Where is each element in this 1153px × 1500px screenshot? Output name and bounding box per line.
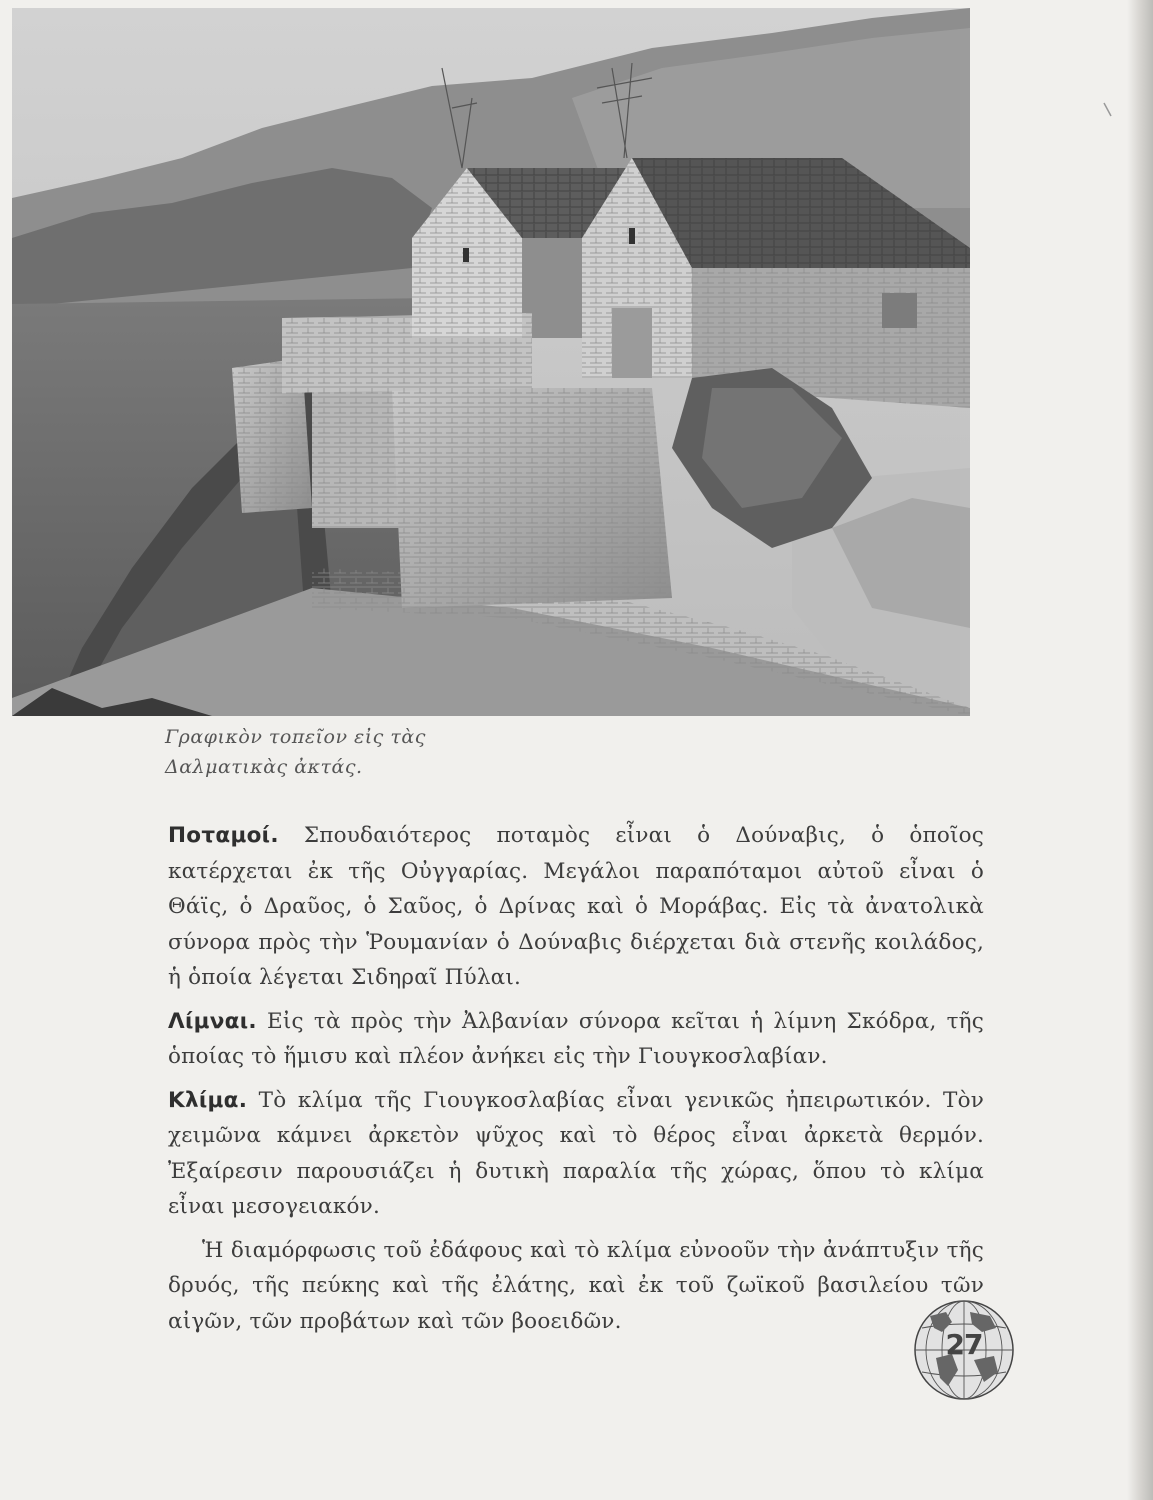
heading-lakes: Λίμναι.: [168, 1008, 257, 1034]
heading-rivers: Ποταμοί.: [168, 823, 279, 848]
paragraph-climate: [168, 1083, 984, 1225]
caption-line-1: Γραφικὸν τοπεῖον εἰς τὰς: [165, 726, 426, 748]
page-edge-shadow: [1127, 0, 1153, 1500]
paragraph-lakes-text: Εἰς τὰ πρὸς τὴν Ἀλβανίαν σύνορα κεῖται ἡ λίμνη Σκόδρα, τῆς ὁποίας τὸ ἥμισυ καὶ πλέον ἀνήκει εἰς τὴν Γιουγκοσλαβίαν.: [168, 1008, 984, 1069]
stray-mark: [1103, 102, 1113, 118]
page-number: 27: [945, 1328, 983, 1361]
paragraph-flora-fauna: [168, 1233, 984, 1340]
paragraph-climate-text: Τὸ κλίμα τῆς Γιουγκοσλαβίας εἶναι γενικῶς ἠπειρωτικόν. Τὸν χειμῶνα κάμνει ἀρκετὸν ψῦχος καὶ τὸ θέρος εἶναι ἀρκετὰ θερμόν. Ἐξαίρεσιν παρουσιάζει ἡ δυτικὴ παραλία τῆς χώρας, ὅπου τὸ κλίμα εἶναι μεσογειακόν.: [168, 1087, 984, 1219]
paragraph-flora-fauna-text: Ἡ διαμόρφωσις τοῦ ἐδάφους καὶ τὸ κλίμα εὐνοοῦν τὴν ἀνάπτυξιν τῆς δρυός, τῆς πεύκης καὶ τῆς ἐλάτης, καὶ ἐκ τοῦ ζωϊκοῦ βασιλείου τῶν αἰγῶν, τῶν προβάτων καὶ τῶν βοοειδῶν.: [168, 1237, 984, 1334]
caption-line-2: Δαλματικὰς ἀκτάς.: [165, 756, 363, 778]
paragraph-lakes: [168, 1004, 984, 1075]
body-text: [168, 818, 984, 1347]
photo-caption: [165, 722, 585, 782]
paragraph-rivers: [168, 818, 984, 996]
page-number-badge: [912, 1298, 1016, 1402]
heading-climate: Κλίμα.: [168, 1087, 248, 1113]
paragraph-rivers-text: Σπουδαιότερος ποταμὸς εἶναι ὁ Δούναβις, ὁ ὁποῖος κατέρχεται ἐκ τῆς Οὐγγαρίας. Μεγάλοι παραπόταμοι αὐτοῦ εἶναι ὁ Θάϊς, ὁ Δραῦος, ὁ Σαῦος, ὁ Δρίνας καὶ ὁ Μοράβας. Εἰς τὰ ἀνατολικὰ σύνορα πρὸς τὴν Ῥουμανίαν ὁ Δούναβις διέρχεται διὰ στενῆς κοιλάδος, ἡ ὁποία λέγεται Σιδηραῖ Πύλαι.: [168, 823, 984, 990]
landscape-photo: [12, 8, 970, 716]
